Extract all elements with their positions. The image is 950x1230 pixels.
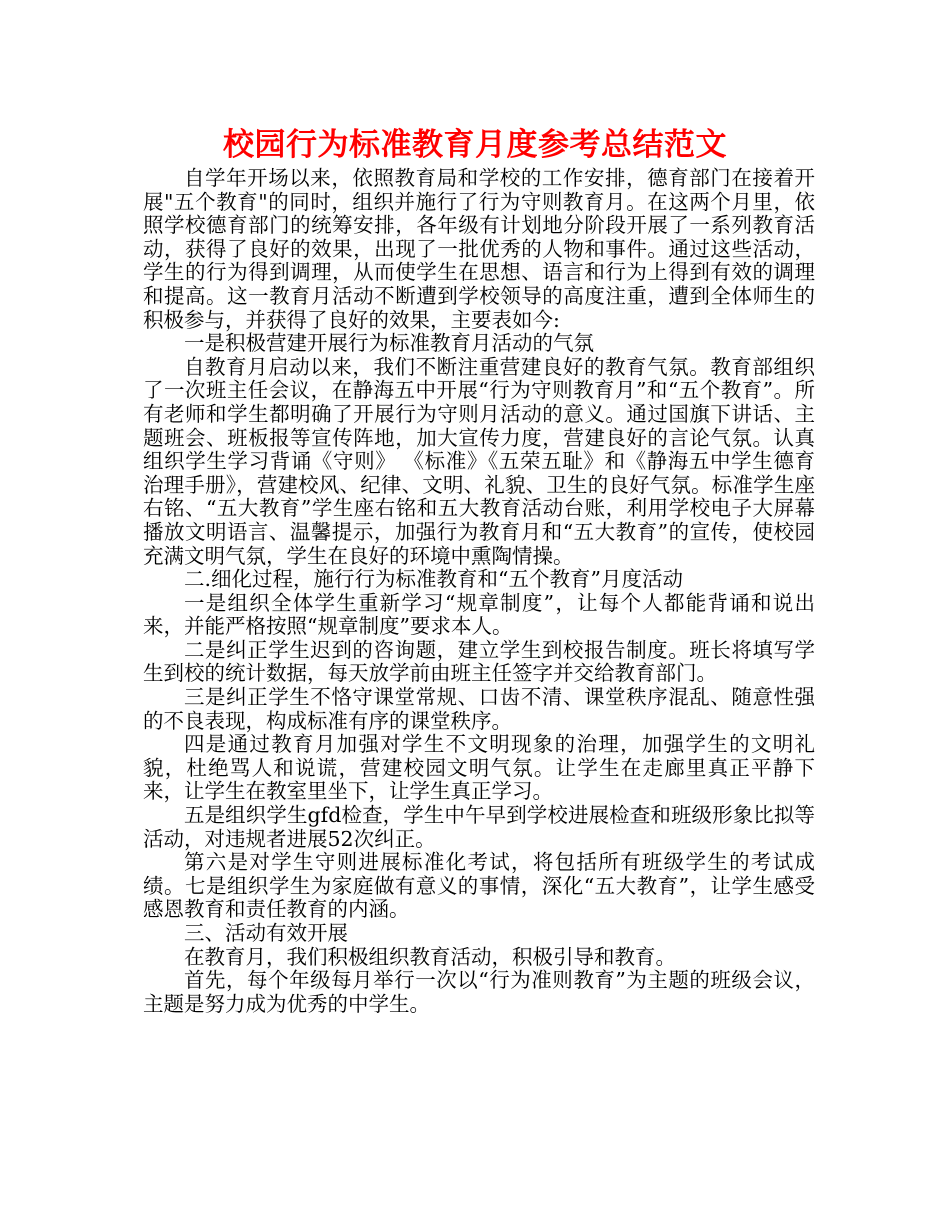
paragraph: 首先，每个年级每月举行一次以“行为准则教育”为主题的班级会议，主题是努力成为优秀的中学生。	[143, 968, 815, 1016]
paragraph: 自学年开场以来，依照教育局和学校的工作安排，德育部门在接着开展"五个教育"的同时，组织并施行了行为守则教育月。在这两个月里，依照学校德育部门的统筹安排，各年级有计划地分阶段开展了一系列教育活动，获得了良好的效果，出现了一批优秀的人物和事件。通过这些活动，学生的行为得到调理，从而使学生在思想、语言和行为上得到有效的调理和提高。这一教育月活动不断遭到学校领导的高度注重，遭到全体师生的积极参与，并获得了良好的效果，主要表如今:	[143, 166, 815, 332]
document-body	[143, 167, 815, 1016]
paragraph: 三是纠正学生不恪守课堂常规、口齿不清、课堂秩序混乱、随意性强的不良表现，构成标准有序的课堂秩序。	[143, 685, 815, 733]
section-heading: 二.细化过程，施行行为标准教育和“五个教育”月度活动	[184, 567, 683, 592]
section-heading: 一是积极营建开展行为标准教育月活动的气氛	[184, 331, 594, 356]
paragraph: 第六是对学生守则进展标准化考试，将包括所有班级学生的考试成绩。七是组织学生为家庭做有意义的事情，深化“五大教育”，让学生感受感恩教育和责任教育的内涵。	[143, 850, 815, 922]
section-heading: 三、活动有效开展	[184, 921, 348, 945]
paragraph: 四是通过教育月加强对学生不文明现象的治理，加强学生的文明礼貌，杜绝骂人和说谎，营建校园文明气氛。让学生在走廊里真正平静下来，让学生在教室里坐下，让学生真正学习。	[143, 732, 815, 804]
paragraph: 在教育月，我们积极组织教育活动，积极引导和教育。	[184, 944, 676, 969]
paragraph: 二是纠正学生迟到的咨询题，建立学生到校报告制度。班长将填写学生到校的统计数据，每天放学前由班主任签字并交给教育部门。	[143, 637, 815, 686]
paragraph: 五是组织学生gfd检查，学生中午早到学校进展检查和班级形象比拟等活动，对违规者进展52次纠正。	[143, 803, 815, 851]
paragraph: 自教育月启动以来，我们不断注重营建良好的教育气氛。教育部组织了一次班主任会议，在静海五中开展“行为守则教育月”和“五个教育”。所有老师和学生都明确了开展行为守则月活动的意义。通过国旗下讲话、主题班会、班板报等宣传阵地，加大宣传力度，营建良好的言论气氛。认真组织学生学习背诵《守则》 《标准》《五荣五耻》和《静海五中学生德育治理手册》，营建校风、纪律、文明、礼貌、卫生的良好气氛。标准学生座右铭、“五大教育”学生座右铭和五大教育活动台账，利用学校电子大屏幕播放文明语言、温馨提示，加强行为教育月和“五大教育”的宣传，使校园充满文明气氛，学生在良好的环境中熏陶情操。	[143, 354, 815, 568]
document-title: 校园行为标准教育月度参考总结范文	[223, 127, 727, 163]
paragraph: 一是组织全体学生重新学习“规章制度”，让每个人都能背诵和说出来，并能严格按照“规章制度”要求本人。	[143, 590, 815, 639]
